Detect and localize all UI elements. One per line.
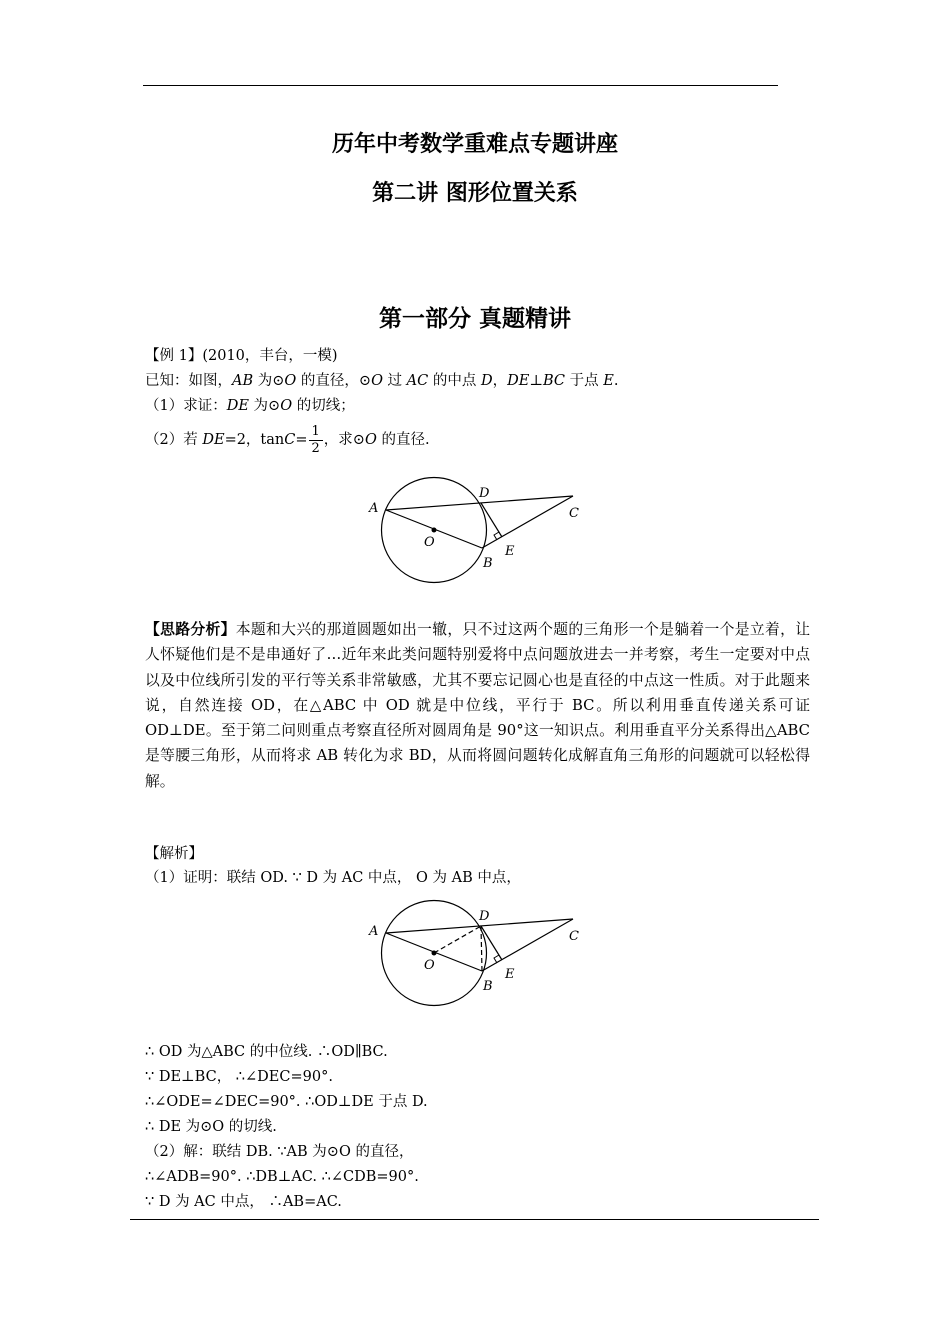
lecture-subtitle: 第二讲 图形位置关系 (372, 181, 578, 206)
given-d: D (480, 373, 493, 389)
line-bc (482, 496, 573, 548)
label-o: O (424, 958, 435, 973)
given-text: 的直径，⊙ (296, 373, 372, 389)
geometry-figure-2 (360, 898, 590, 1018)
center-point-o (432, 528, 437, 533)
given-text: 已知：如图， (145, 373, 232, 389)
given-de: DE (507, 373, 530, 389)
label-o: O (424, 535, 435, 550)
label-a: A (369, 501, 379, 516)
question-1 (145, 396, 355, 416)
given-text: 过 (382, 373, 407, 389)
q1-text: 为⊙ (248, 398, 281, 414)
q1-o: O (280, 398, 293, 414)
geometry-figure-1 (360, 475, 590, 595)
solution-label: 【解析】 (145, 846, 203, 862)
problem-given (145, 371, 618, 391)
analysis-text: 本题和大兴的那道圆题如出一辙，只不过这两个题的三角形一个是躺着一个是立着，让人怀疑他们是不是串通好了…近年来此类问题特别爱将中点问题放进去一并考察，考生一定要对中点以及中位线所引发的平行等关系非常敏感，尤其不要忘记圆心也是直径的中点这一性质。对于此题来说，自然连接 OD，在△ABC 中 OD 就是中位线，平行于 BC。所以利用垂直传递关系可证 OD⊥DE。至于第二问则重点考察直径所对圆周角是 90°这一知识点。利用垂直平分关系得出△ABC 是等腰三角形，从而将求 AB 转化为求 BD，从而将圆问题转化成解直角三角形的问题就可以轻松得解。 (145, 621, 810, 790)
center-point-o (432, 951, 437, 956)
fraction-numerator: 1 (309, 424, 323, 441)
label-b: B (483, 979, 493, 994)
q2-text: （2）若 (145, 432, 203, 448)
given-text: 为⊙ (253, 373, 285, 389)
given-e: E (603, 373, 614, 389)
q1-text: （1）求证： (145, 398, 227, 414)
label-d: D (479, 486, 490, 501)
label-b: B (483, 556, 493, 571)
fraction-denominator: 2 (311, 440, 320, 456)
q2-text: ，求⊙ (323, 432, 365, 448)
section-heading: 第一部分 真题精讲 (378, 306, 571, 332)
solution-line-6: （2）解：联结 DB. ∵AB 为⊙O 的直径， (145, 1144, 414, 1160)
given-text: ， (492, 373, 508, 389)
solution-line-1: （1）证明：联结 OD. ∵ D 为 AC 中点， O 为 AB 中点， (145, 870, 521, 886)
q1-de: DE (226, 398, 249, 414)
solution-line-2: ∴ OD 为△ABC 的中位线. ∴OD∥BC. (145, 1044, 388, 1060)
label-a: A (369, 924, 379, 939)
given-text: 于点 (565, 373, 604, 389)
example-header (145, 346, 338, 366)
q2-c: C (284, 432, 296, 448)
given-text: 的中点 (428, 373, 481, 389)
q2-text: =2，tan (224, 432, 285, 448)
q2-text: = (295, 432, 308, 448)
label-e: E (505, 544, 515, 559)
given-ac: AC (406, 373, 429, 389)
q2-de: DE (202, 432, 225, 448)
solution-line-5: ∴ DE 为⊙O 的切线. (145, 1119, 277, 1135)
question-2 (145, 420, 430, 460)
given-bc: BC (542, 373, 565, 389)
solution-line-3: ∵ DE⊥BC， ∴∠DEC=90°. (145, 1069, 333, 1085)
top-rule (143, 85, 778, 86)
example-source: (2010，丰台，一模) (202, 348, 338, 364)
solution-line-4: ∴∠ODE=∠DEC=90°. ∴OD⊥DE 于点 D. (145, 1094, 428, 1110)
q1-text: 的切线； (292, 398, 355, 414)
bottom-rule (130, 1219, 819, 1220)
q2-o: O (364, 432, 377, 448)
given-o: O (284, 373, 297, 389)
label-c: C (569, 506, 579, 521)
solution-line-7: ∴∠ADB=90°. ∴DB⊥AC. ∴∠CDB=90°. (145, 1169, 419, 1185)
label-e: E (505, 967, 515, 982)
analysis-paragraph (145, 617, 810, 794)
label-d: D (479, 909, 490, 924)
solution-line-8: ∵ D 为 AC 中点， ∴AB=AC. (145, 1194, 342, 1210)
page-title: 历年中考数学重难点专题讲座 (331, 132, 618, 157)
q2-text: 的直径. (376, 432, 430, 448)
fraction-one-half (309, 424, 323, 457)
given-ab: AB (232, 373, 254, 389)
line-od-dashed (434, 926, 481, 953)
label-c: C (569, 929, 579, 944)
line-bc (482, 919, 573, 971)
given-o: O (371, 373, 383, 389)
example-label: 【例 1】 (145, 348, 203, 364)
given-text: . (613, 373, 619, 389)
analysis-label: 【思路分析】 (145, 621, 236, 638)
given-text: ⊥ (529, 373, 543, 389)
